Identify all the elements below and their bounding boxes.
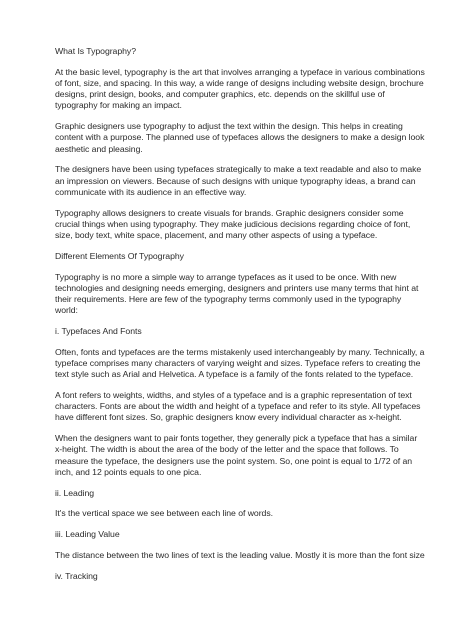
section-heading-typefaces-fonts: i. Typefaces And Fonts (55, 326, 142, 337)
document-title: What Is Typography? (55, 46, 136, 56)
paragraph-typography-definition: At the basic level, typography is the art that involves arranging a typeface in various combinations of font, size, and spacing. In this way, a wide range of designs including website design, brochure designs, print design, books, and computer graphics, etc. depends on the skillful use of typography for making an impact. (55, 66, 425, 111)
paragraph-fonts-vs-typefaces: Often, fonts and typefaces are the terms mistakenly used interchangeably by many. Technically, a typeface comprises many characters of varying weight and sizes. Typeface refers to creating the text style such as Arial and Helvetica. A typeface is a family of the fonts related to the typeface. (55, 346, 425, 380)
paragraph-leading: It's the vertical space we see between each line of words. (55, 508, 273, 519)
paragraph-pairing-fonts: When the designers want to pair fonts together, they generally pick a typeface that has a similar x-height. The width is about the area of the body of the letter and the space that follows. To measure the typeface, the designers use the point system. So, one point is equal to 1/72 of an inch, and 12 points equals to one pica. (55, 433, 418, 477)
paragraph-typography-terms: Typography is no more a simple way to arrange typefaces as it used to be once. With new technologies and designing needs emerging, designers and printers use many terms that hint at their requirements. Here are few of the typography terms commonly used in the typography world: (55, 271, 419, 316)
paragraph-strategic-typefaces: The designers have been using typefaces strategically to make a text readable and also to make an impression on viewers. Because of such designs with unique typography ideas, a brand can communicate with its audience in an effective way. (55, 164, 422, 197)
paragraph-visuals-for-brands: Typography allows designers to create visuals for brands. Graphic designers consider some crucial things when using typography. They make judicious decisions regarding choice of font, size, body text, white space, placement, and many other aspects of using a typeface. (55, 207, 411, 241)
section-heading-elements: Different Elements Of Typography (55, 250, 184, 261)
paragraph-leading-value: The distance between the two lines of text is the leading value. Mostly it is more than the font size (55, 550, 425, 561)
section-heading-leading-value: iii. Leading Value (55, 529, 120, 540)
section-heading-leading: ii. Leading (55, 487, 95, 498)
document-body (55, 46, 425, 592)
paragraph-font-definition: A font refers to weights, widths, and styles of a typeface and is a graphic representation of text characters. Fonts are about the width and height of a typeface and refer to its style. All typefaces have different font sizes. So, graphic designers know every individual character as x-height. (55, 390, 421, 423)
section-heading-tracking: iv. Tracking (55, 570, 98, 581)
paragraph-graphic-designers: Graphic designers use typography to adjust the text within the design. This helps in creating content with a purpose. The planned use of typefaces allows the designers to make a design look aesthetic and pleasing. (55, 121, 425, 154)
